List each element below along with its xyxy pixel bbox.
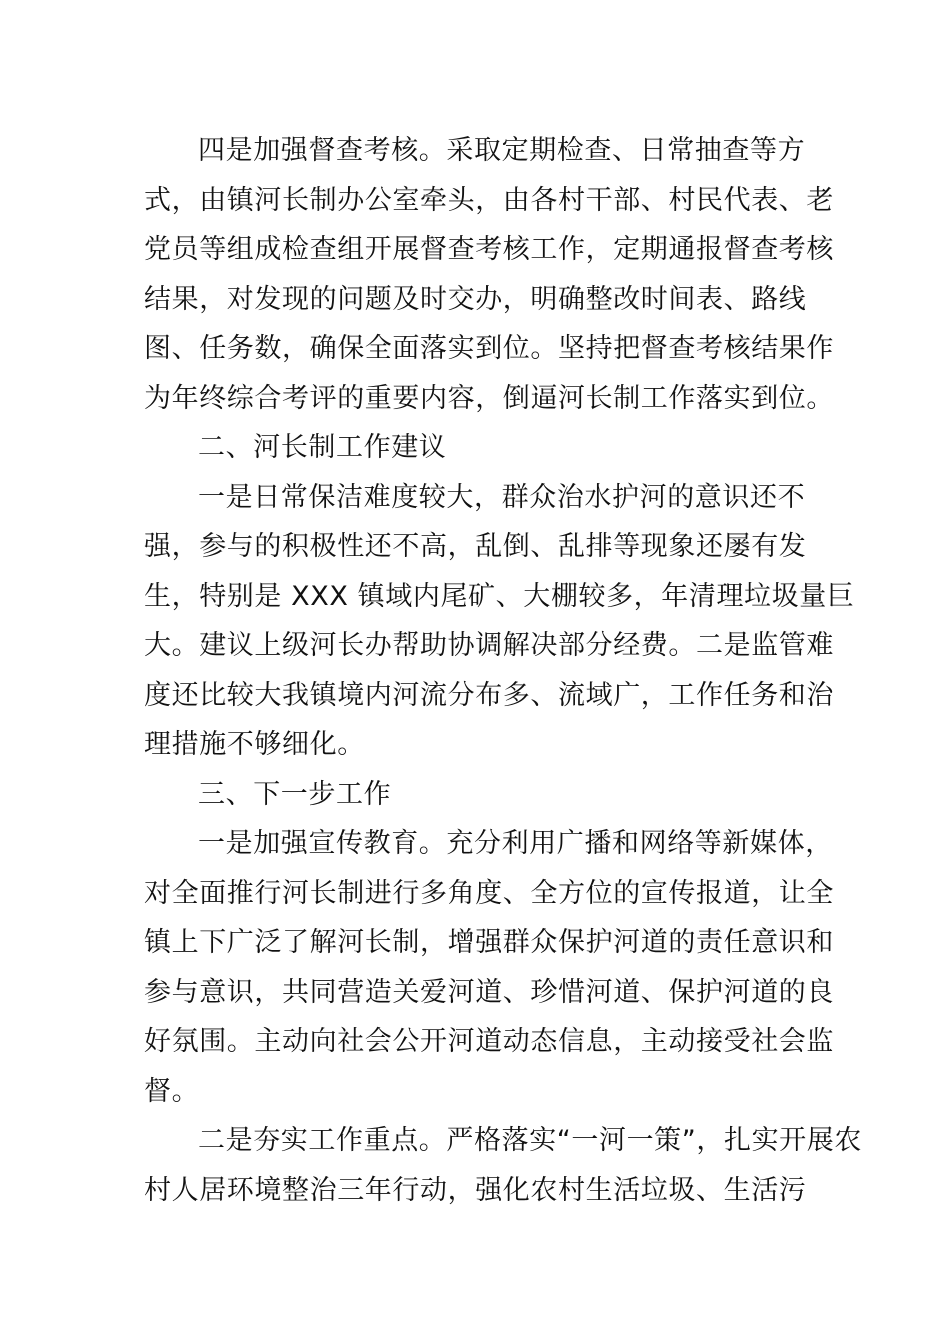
section-heading: 二、河长制工作建议 — [198, 432, 447, 463]
paragraph-line: 四是加强督查考核。采取定期检查、日常抽查等方 — [198, 135, 806, 166]
paragraph-line: 图、任务数，确保全面落实到位。坚持把督查考核结果作 — [144, 333, 834, 364]
paragraph-line: 二是夯实工作重点。严格落实“一河一策”，扎实开展农 — [198, 1125, 862, 1156]
paragraph-line: 一是加强宣传教育。充分利用广播和网络等新媒体， — [198, 828, 833, 859]
paragraph-line: 参与意识，共同营造关爱河道、珍惜河道、保护河道的良 — [144, 976, 834, 1008]
paragraph-line: 好氛围。主动向社会公开河道动态信息，主动接受社会监 — [144, 1026, 834, 1057]
paragraph-line: 理措施不够细化。 — [144, 729, 365, 760]
paragraph-line: 结果，对发现的问题及时交办，明确整改时间表、路线 — [144, 283, 807, 315]
paragraph-line: 生，特别是 XXX 镇域内尾矿、大棚较多，年清理垃圾量巨 — [144, 580, 855, 612]
paragraph-line: 为年终综合考评的重要内容，倒逼河长制工作落实到位。 — [144, 382, 834, 414]
paragraph-line: 镇上下广泛了解河长制，增强群众保护河道的责任意识和 — [144, 927, 834, 958]
paragraph-line: 督。 — [144, 1075, 200, 1107]
paragraph-line: 村人居环境整治三年行动，强化农村生活垃圾、生活污 — [144, 1174, 807, 1206]
section-heading: 三、下一步工作 — [198, 778, 392, 810]
paragraph-line: 度还比较大我镇境内河流分布多、流域广，工作任务和治 — [144, 679, 834, 711]
paragraph-line: 一是日常保洁难度较大，群众治水护河的意识还不 — [198, 481, 806, 513]
paragraph-line: 强，参与的积极性还不高，乱倒、乱排等现象还屡有发 — [144, 531, 807, 562]
paragraph-line: 大。建议上级河长办帮助协调解决部分经费。二是监管难 — [144, 630, 834, 661]
paragraph-line: 对全面推行河长制进行多角度、全方位的宣传报道，让全 — [144, 877, 834, 909]
document-body — [144, 126, 862, 1215]
paragraph-line: 党员等组成检查组开展督查考核工作，定期通报督查考核 — [144, 234, 834, 265]
paragraph-line: 式，由镇河长制办公室牵头，由各村干部、村民代表、老 — [144, 184, 834, 216]
